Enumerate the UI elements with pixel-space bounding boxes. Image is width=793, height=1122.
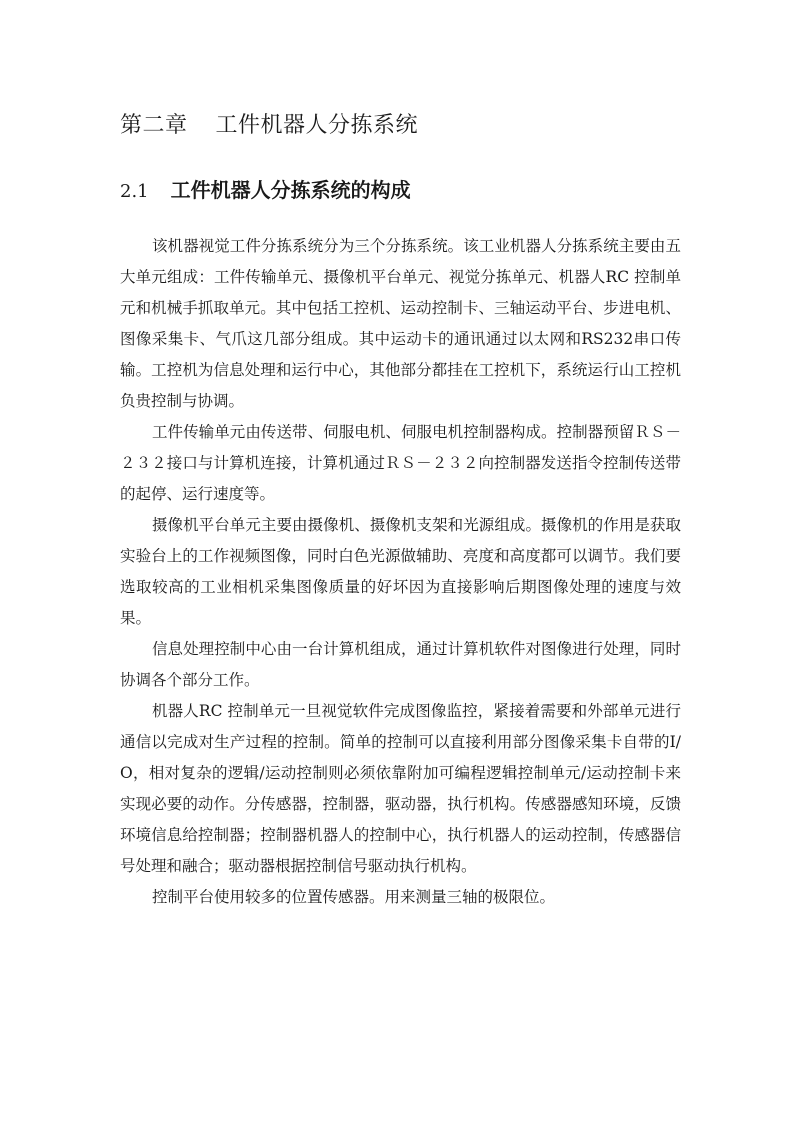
section-title [120,174,411,203]
paragraph-robot-rc-control: 机器人RC 控制单元一旦视觉软件完成图像监控，紧接着需要和外部单元进行通信以完成对生产过程的控制。简单的控制可以直接利用部分图像采集卡自带的I/O，相对复杂的逻辑/运动控制则必须依靠附加可编程逻辑控制单元/运动控制卡来实现必要的动作。分传感器，控制器，驱动器，执行机构。传感器感知环境，反馈环境信息给控制器；控制器机器人的控制中心，执行机器人的运动控制，传感器信号处理和融合；驱动器根据控制信号驱动执行机构。 [120,702,681,875]
chapter-number: 第二章 [120,113,188,138]
paragraph-position-sensors: 控制平台使用较多的位置传感器。用来测量三轴的极限位。 [152,888,556,906]
chapter-title [120,108,418,139]
body-text [120,231,681,913]
paragraph-camera-platform: 摄像机平台单元主要由摄像机、摄像机支架和光源组成。摄像机的作用是获取实验台上的工作视频图像，同时白色光源做辅助、亮度和高度都可以调节。我们要选取较高的工业相机采集图像质量的好坏因为直接影响后期图像处理的速度与效果。 [120,516,681,627]
section-title-text: 工件机器人分拣系统的构成 [170,178,411,202]
paragraph-processing-center: 信息处理控制中心由一台计算机组成，通过计算机软件对图像进行处理，同时协调各个部分工作。 [120,640,681,689]
paragraph-system-overview: 该机器视觉工件分拣系统分为三个分拣系统。该工业机器人分拣系统主要由五大单元组成：工件传输单元、摄像机平台单元、视觉分拣单元、机器人RC 控制单元和机械手抓取单元。其中包括工控机、运动控制卡、三轴运动平台、步进电机、图像采集卡、气爪这几部分组成。其中运动卡的通讯通过以太网和RS232串口传输。工控机为信息处理和运行中心，其他部分都挂在工控机下，系统运行山工控机负贵控制与协调。 [120,237,681,410]
section-number: 2.1 [120,181,149,202]
chapter-title-text: 工件机器人分拣系统 [215,113,419,138]
paragraph-transport-unit: 工件传输单元由传送带、伺服电机、伺服电机控制器构成。控制器预留ＲＳ－２３２接口与计算机连接，计算机通过ＲＳ－２３２向控制器发送指令控制传送带的起停、运行速度等。 [120,423,681,503]
